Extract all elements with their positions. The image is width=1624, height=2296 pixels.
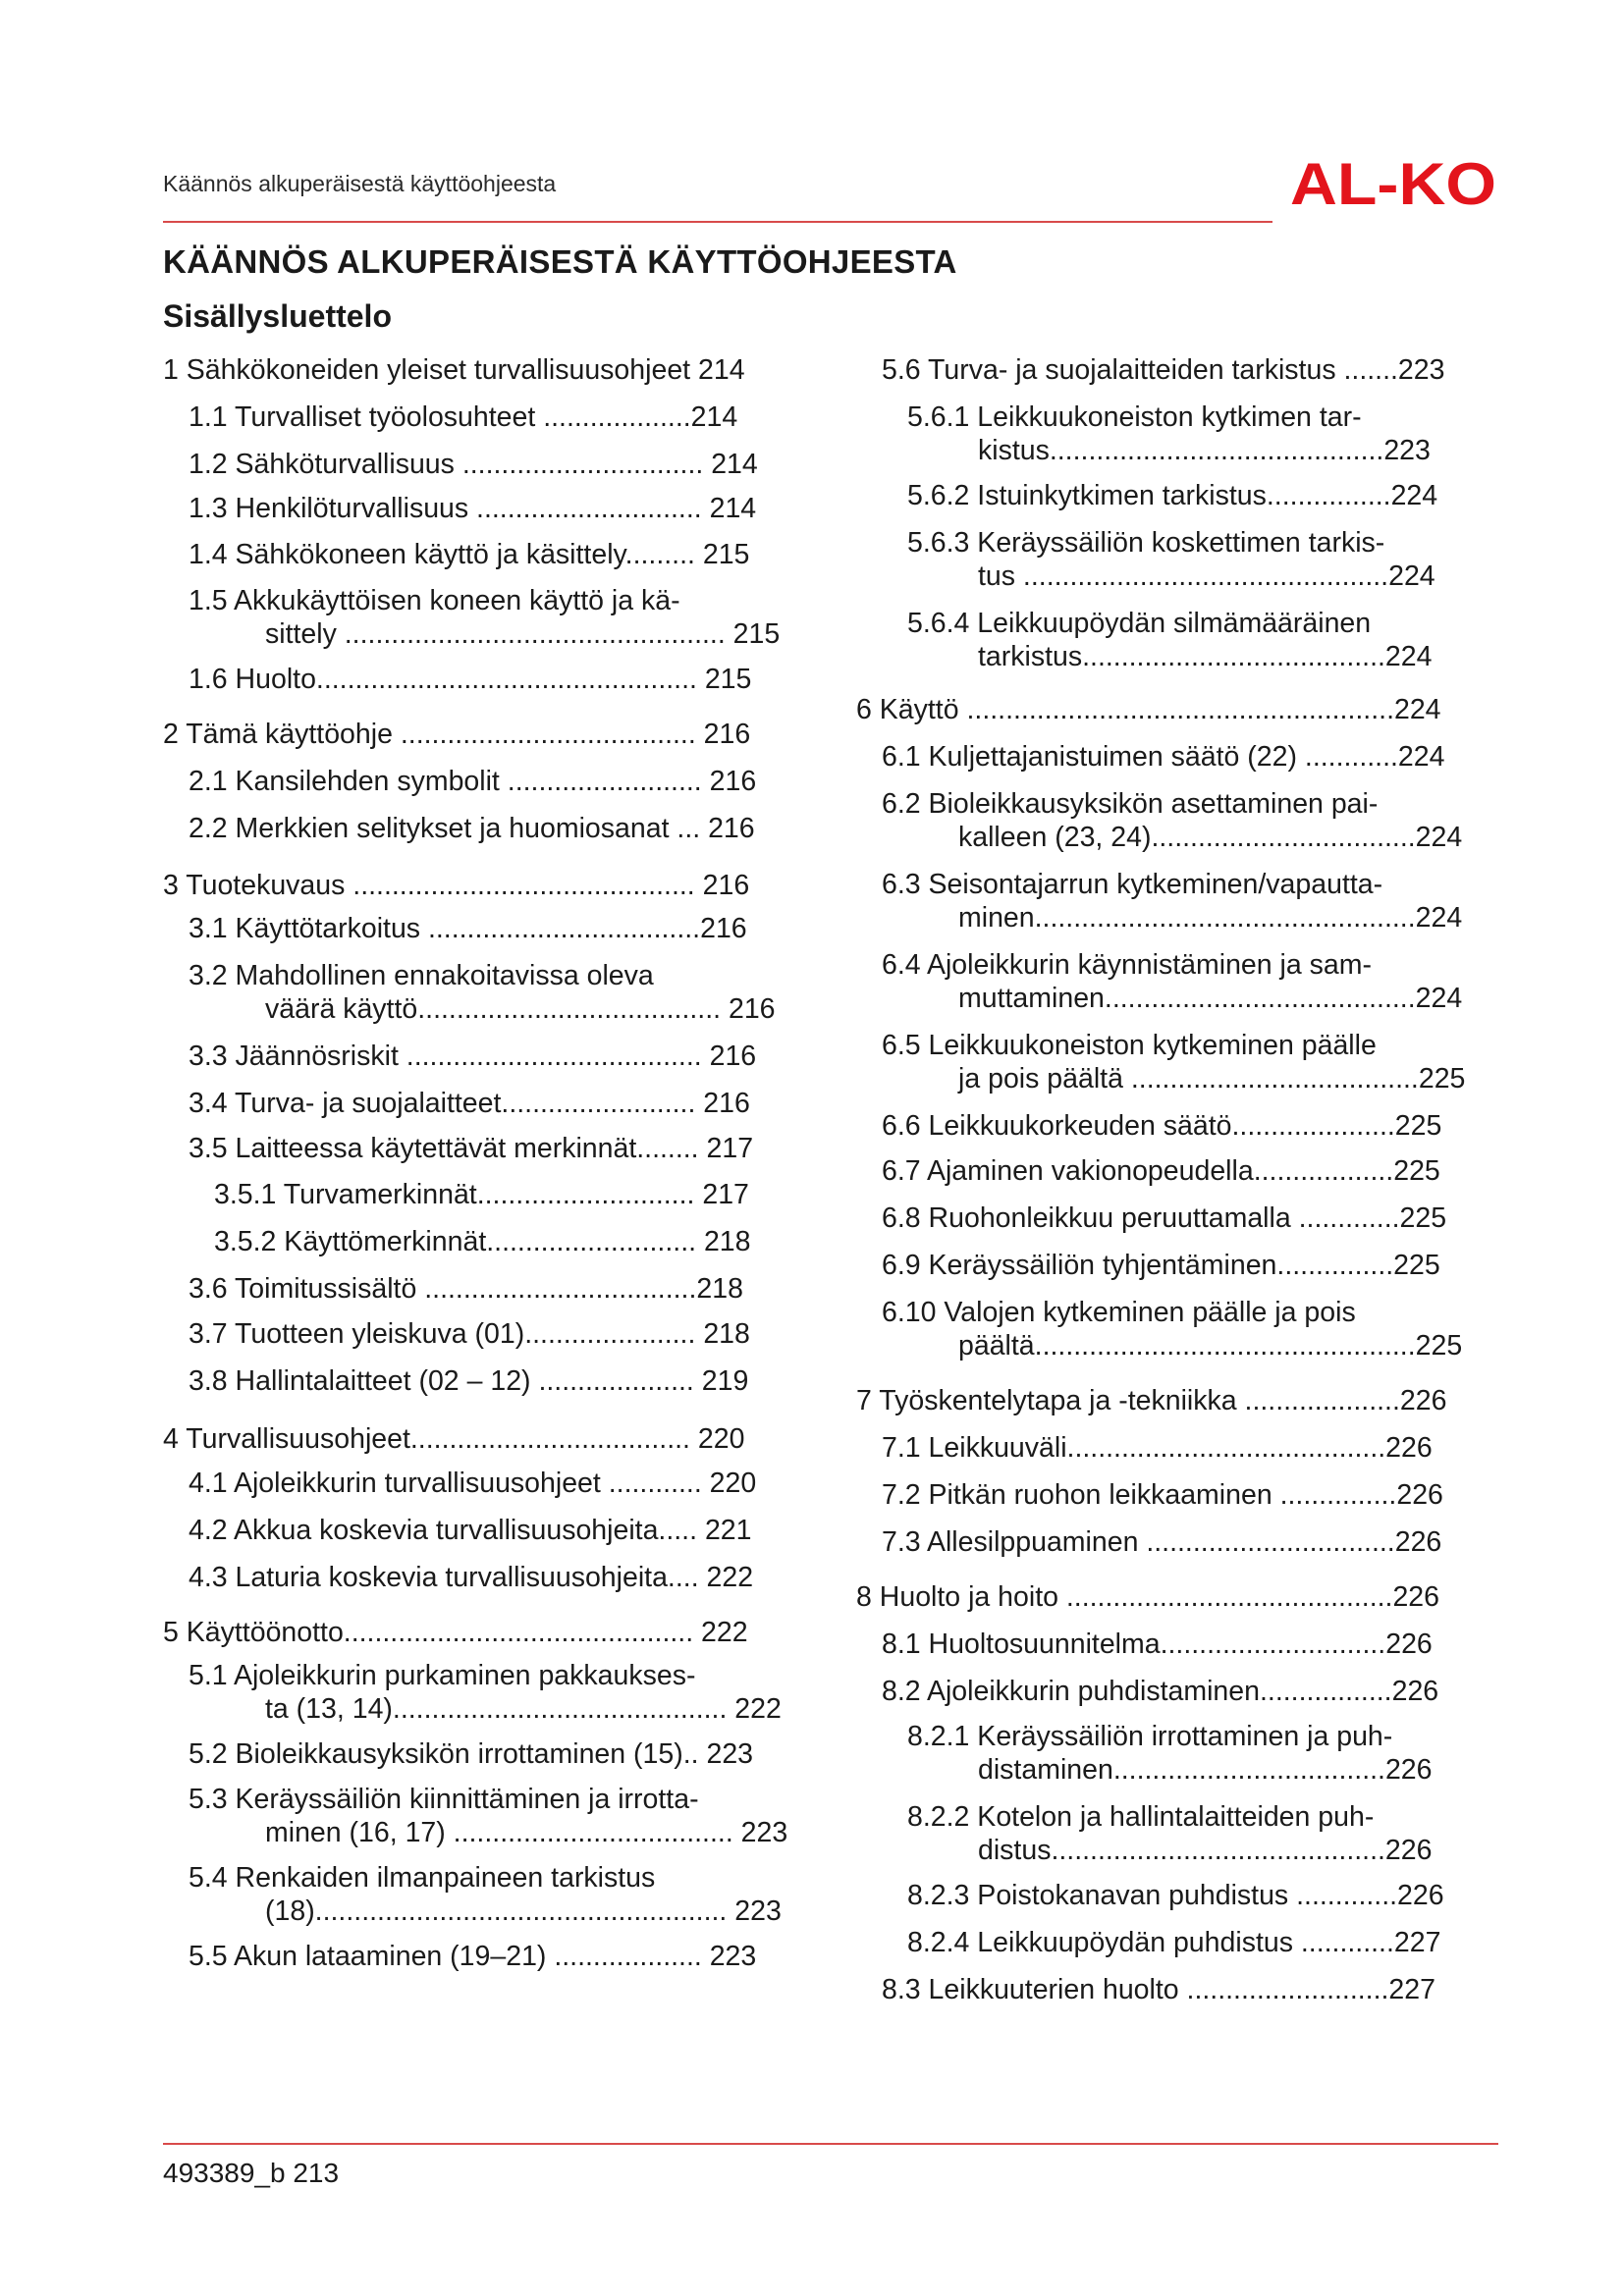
toc-entry[interactable]: 4.2 Akkua koskevia turvallisuusohjeita..... 221	[189, 1515, 752, 1546]
toc-entry[interactable]: 6.9 Keräyssäiliön tyhjentäminen...............225	[882, 1250, 1440, 1281]
toc-entry[interactable]: 1.5 Akkukäyttöisen koneen käyttö ja kä- sittely ................................................. 215	[189, 585, 781, 650]
toc-entry[interactable]: 6.5 Leikkuukoneiston kytkeminen päälle ja pois päältä .....................................225	[882, 1030, 1466, 1095]
toc-entry[interactable]: 5.6 Turva- ja suojalaitteiden tarkistus .......223	[882, 354, 1445, 386]
document-subtitle: Käännös alkuperäisestä käyttöohjeesta	[163, 171, 557, 196]
toc-entry[interactable]: 3.8 Hallintalaitteet (02 – 12) .................... 219	[189, 1365, 749, 1397]
toc-entry[interactable]: 8.3 Leikkuuterien huolto ..........................227	[882, 1974, 1435, 2005]
toc-entry[interactable]: 6.4 Ajoleikkurin käynnistäminen ja sam- muttaminen........................................224	[882, 949, 1463, 1014]
toc-entry[interactable]: 4 Turvallisuusohjeet.................................... 220	[163, 1423, 745, 1455]
toc-entry[interactable]: 6.7 Ajaminen vakionopeudella..................225	[882, 1155, 1440, 1187]
toc-entry[interactable]: 3.1 Käyttötarkoitus ...................................216	[189, 913, 747, 944]
toc-entry[interactable]: 5.1 Ajoleikkurin purkaminen pakkaukses- ta (13, 14)........................................... 222	[189, 1660, 782, 1725]
toc-entry[interactable]: 8 Huolto ja hoito ..........................................226	[856, 1581, 1440, 1613]
toc-entry[interactable]: 1 Sähkökoneiden yleiset turvallisuusohjeet 214	[163, 354, 745, 386]
toc-entry[interactable]: 8.1 Huoltosuunnitelma.............................226	[882, 1629, 1433, 1660]
toc-entry[interactable]: 1.2 Sähköturvallisuus ............................... 214	[189, 449, 758, 480]
header-rule	[163, 221, 1272, 223]
toc-entry[interactable]: 3.6 Toimitussisältö ...................................218	[189, 1273, 743, 1305]
toc-entry[interactable]: 5.6.1 Leikkuukoneiston kytkimen tar- kistus...........................................223	[907, 401, 1431, 466]
toc-entry[interactable]: 5.6.3 Keräyssäiliön koskettimen tarkis- tus ...............................................224	[907, 527, 1435, 592]
toc-entry[interactable]: 4.3 Laturia koskevia turvallisuusohjeita.... 222	[189, 1562, 754, 1593]
toc-entry[interactable]: 5 Käyttöönotto............................................. 222	[163, 1617, 748, 1648]
toc-entry[interactable]: 3.5.2 Käyttömerkinnät........................... 218	[214, 1226, 751, 1257]
toc-entry[interactable]: 8.2.4 Leikkuupöydän puhdistus ............227	[907, 1927, 1441, 1958]
toc-entry[interactable]: 2 Tämä käyttöohje ...................................... 216	[163, 719, 751, 750]
toc-entry[interactable]: 3.3 Jäännösriskit ...................................... 216	[189, 1041, 757, 1072]
toc-entry[interactable]: 2.1 Kansilehden symbolit ......................... 216	[189, 766, 757, 797]
toc-entry[interactable]: 3 Tuotekuvaus ............................................ 216	[163, 870, 750, 901]
toc-entry[interactable]: 1.1 Turvalliset työolosuhteet ...................214	[189, 401, 738, 433]
toc-entry[interactable]: 6.6 Leikkuukorkeuden säätö.....................225	[882, 1110, 1442, 1142]
toc-entry[interactable]: 6.1 Kuljettajanistuimen säätö (22) ............224	[882, 741, 1445, 773]
logo-text: AL-KO	[1290, 155, 1496, 212]
toc-entry[interactable]: 6.2 Bioleikkausyksikön asettaminen pai- kalleen (23, 24)..................................224	[882, 788, 1463, 853]
al-ko-logo	[1288, 155, 1498, 212]
toc-entry[interactable]: 8.2.1 Keräyssäiliön irrottaminen ja puh- distaminen...................................226	[907, 1721, 1433, 1786]
toc-entry[interactable]: 1.3 Henkilöturvallisuus ............................. 214	[189, 493, 757, 524]
toc-right-column	[856, 353, 1469, 2006]
toc-entry[interactable]: 5.6.4 Leikkuupöydän silmämääräinen tarkistus.......................................224	[907, 608, 1433, 672]
toc-entry[interactable]: 1.4 Sähkökoneen käyttö ja käsittely......... 215	[189, 539, 750, 570]
toc-entry[interactable]: 6.8 Ruohonleikkuu peruuttamalla .............225	[882, 1202, 1447, 1234]
toc-entry[interactable]: 1.6 Huolto................................................. 215	[189, 664, 752, 695]
page-title: KÄÄNNÖS ALKUPERÄISESTÄ KÄYTTÖOHJEESTA	[163, 243, 957, 280]
toc-entry[interactable]: 5.5 Akun lataaminen (19–21) ................... 223	[189, 1941, 757, 1972]
toc-entry[interactable]: 7.1 Leikkuuväli.........................................226	[882, 1432, 1433, 1464]
toc-heading: Sisällysluettelo	[163, 298, 392, 334]
toc-entry[interactable]: 4.1 Ajoleikkurin turvallisuusohjeet ............ 220	[189, 1468, 757, 1499]
toc-entry[interactable]: 5.3 Keräyssäiliön kiinnittäminen ja irrotta- minen (16, 17) .................................... 223	[189, 1784, 788, 1848]
toc-entry[interactable]: 7 Työskentelytapa ja -tekniikka ....................226	[856, 1385, 1447, 1416]
toc-entry[interactable]: 8.2.2 Kotelon ja hallintalaitteiden puh- distus...........................................226	[907, 1801, 1433, 1866]
toc-left-column	[163, 353, 813, 1973]
toc-entry[interactable]: 7.2 Pitkän ruohon leikkaaminen ...............226	[882, 1479, 1443, 1511]
toc-entry[interactable]: 3.4 Turva- ja suojalaitteet......................... 216	[189, 1088, 750, 1119]
toc-entry[interactable]: 3.7 Tuotteen yleiskuva (01)...................... 218	[189, 1318, 750, 1350]
toc-entry[interactable]: 5.6.2 Istuinkytkimen tarkistus................224	[907, 480, 1438, 511]
toc-entry[interactable]: 6.3 Seisontajarrun kytkeminen/vapautta- minen.................................................224	[882, 869, 1463, 934]
toc-entry[interactable]: 3.5.1 Turvamerkinnät............................ 217	[214, 1179, 749, 1210]
toc-entry[interactable]: 5.4 Renkaiden ilmanpaineen tarkistus (18)..................................................... 223	[189, 1862, 782, 1927]
toc-entry[interactable]: 7.3 Allesilppuaminen ................................226	[882, 1526, 1442, 1558]
toc-entry[interactable]: 6 Käyttö .......................................................224	[856, 694, 1441, 725]
toc-entry[interactable]: 5.2 Bioleikkausyksikön irrottaminen (15).. 223	[189, 1738, 754, 1770]
toc-entry[interactable]: 3.2 Mahdollinen ennakoitavissa oleva väärä käyttö....................................... 216	[189, 960, 776, 1025]
toc-entry[interactable]: 8.2 Ajoleikkurin puhdistaminen.................226	[882, 1676, 1439, 1707]
toc-entry[interactable]: 6.10 Valojen kytkeminen päälle ja pois päältä.................................................225	[882, 1297, 1463, 1362]
toc-entry[interactable]: 2.2 Merkkien selitykset ja huomiosanat ... 216	[189, 813, 755, 844]
page-footer: 493389_b 213	[163, 2158, 340, 2188]
toc-entry[interactable]: 3.5 Laitteessa käytettävät merkinnät........ 217	[189, 1133, 754, 1164]
toc-entry[interactable]: 8.2.3 Poistokanavan puhdistus .............226	[907, 1880, 1444, 1911]
footer-rule	[163, 2143, 1498, 2145]
